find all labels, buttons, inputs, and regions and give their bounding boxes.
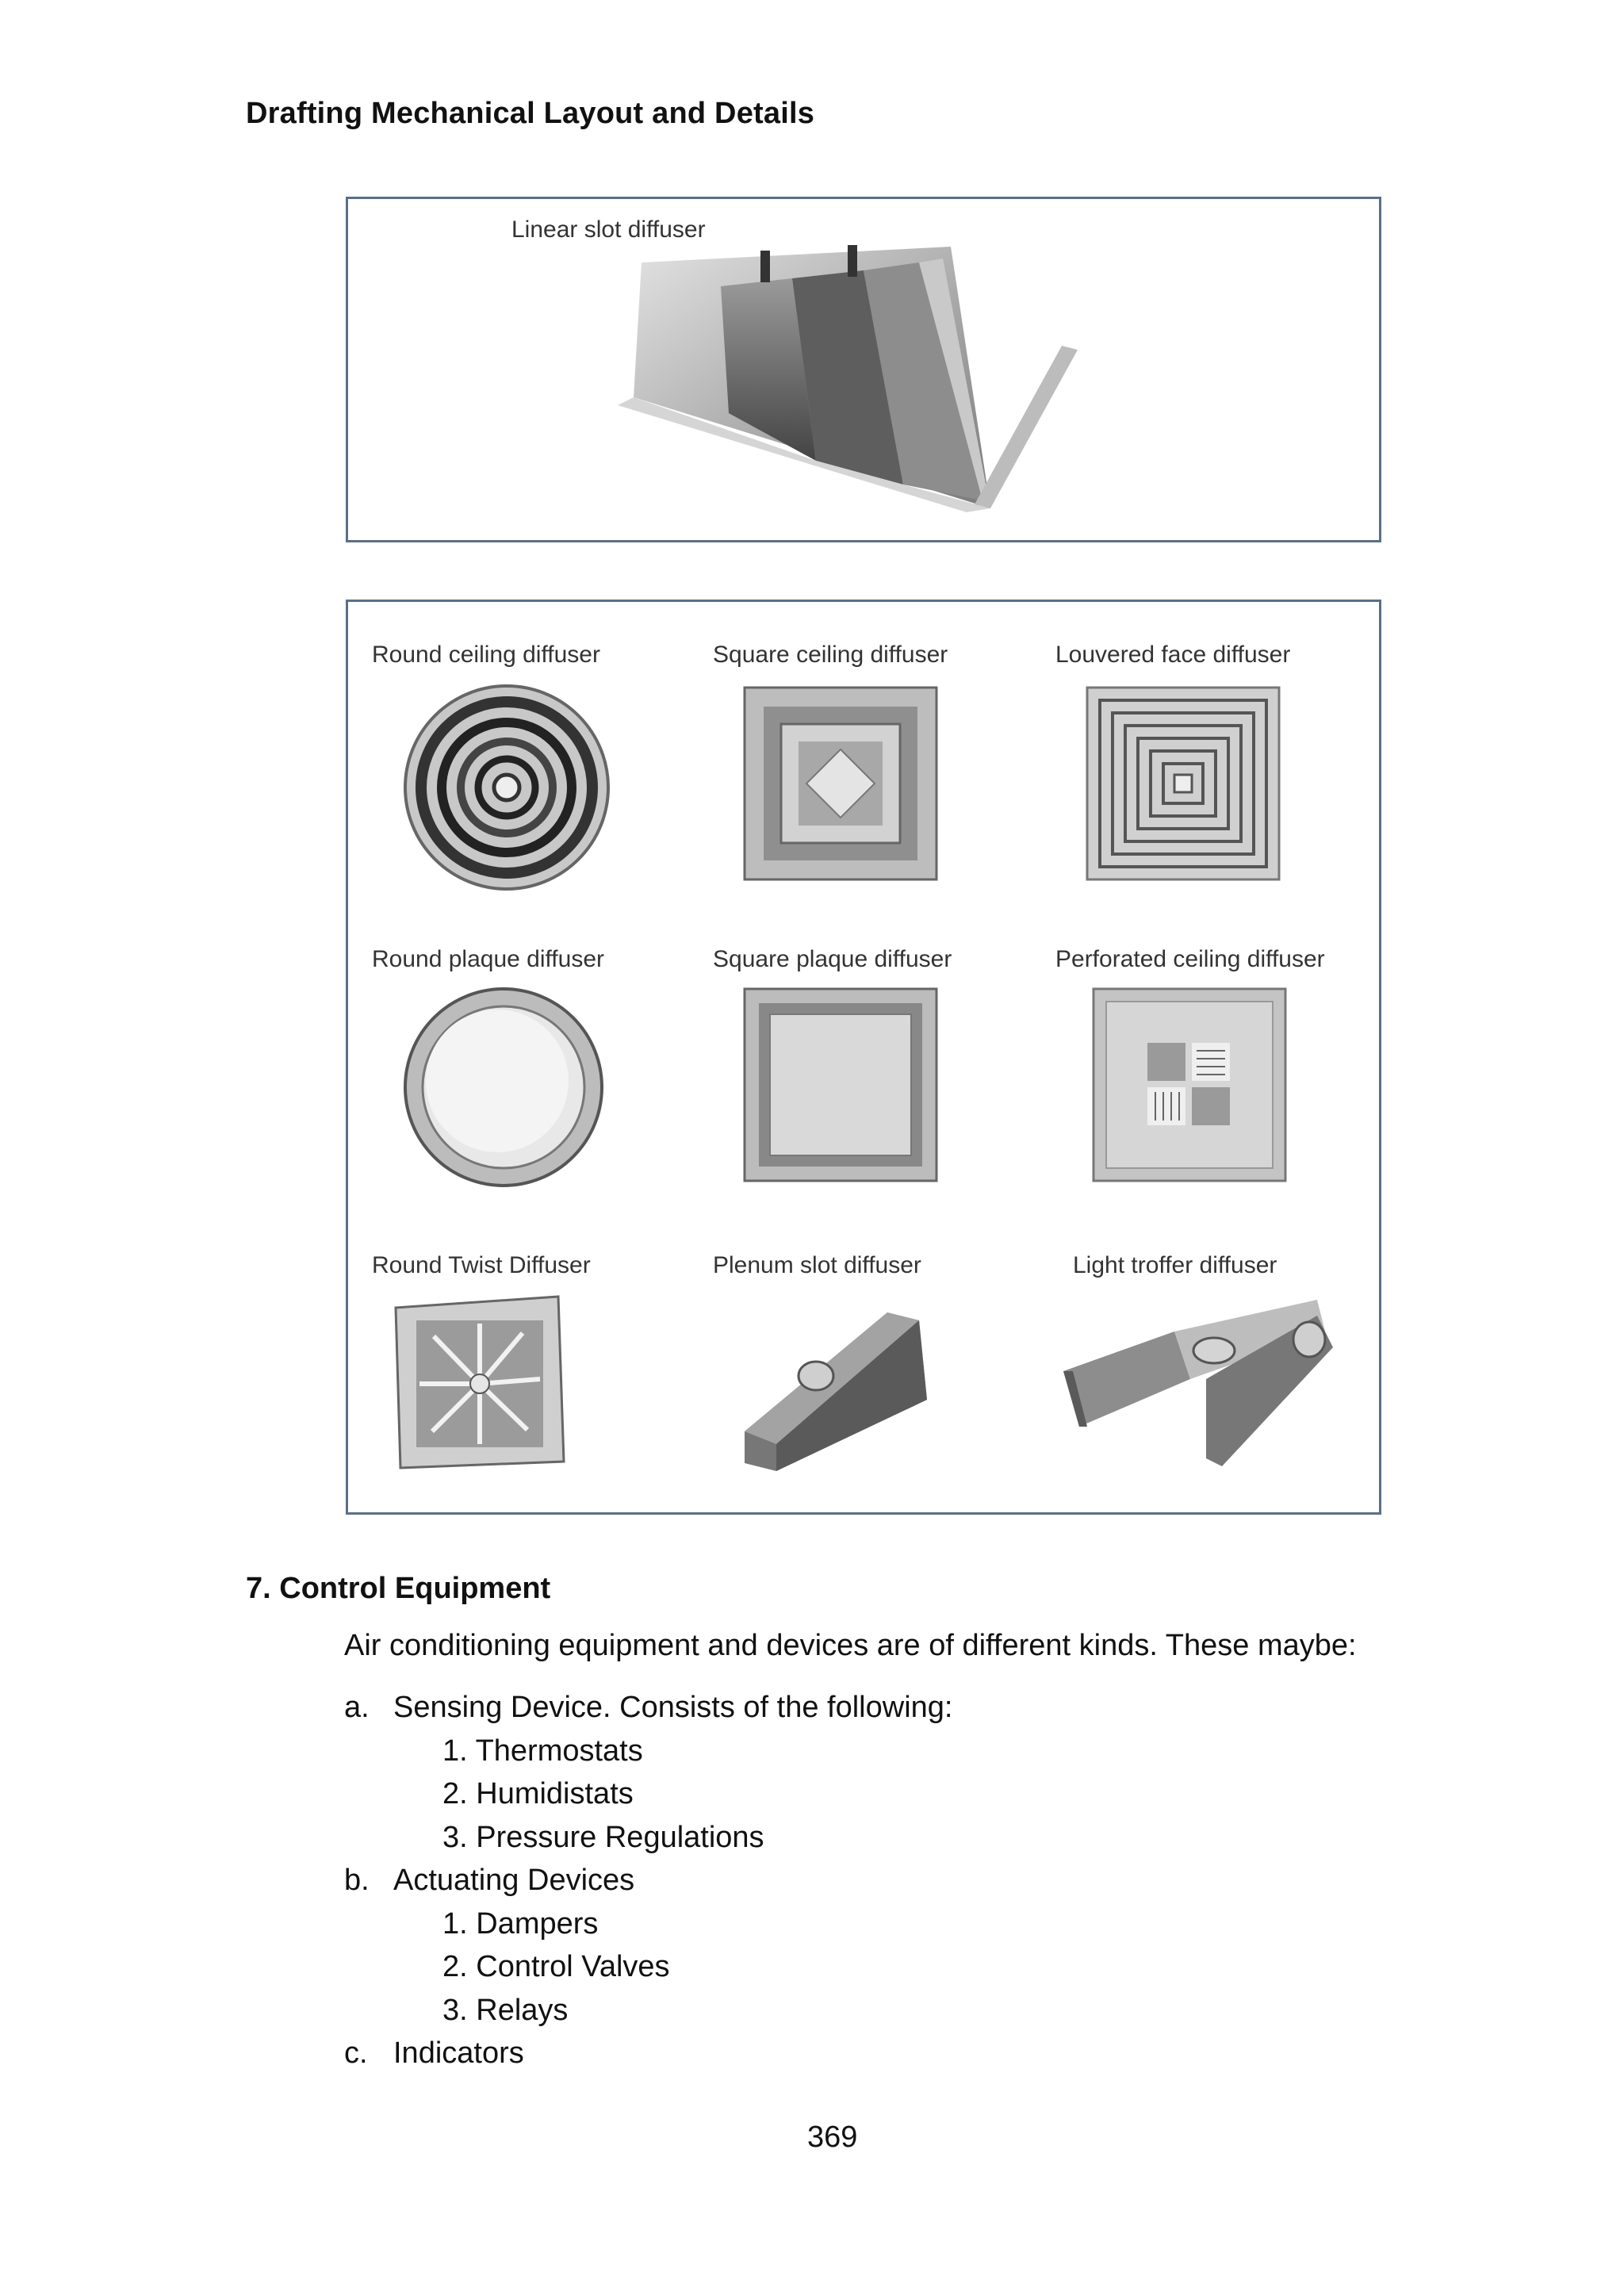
list-item-text: Sensing Device. Consists of the following: [393,1691,953,1724]
list-item-text: Actuating Devices [393,1864,635,1897]
list-marker: c. [344,2036,368,2070]
light-troffer-diffuser-icon [1055,1284,1357,1474]
round-plaque-diffuser-icon [400,984,607,1190]
equipment-list [344,1686,952,2075]
figure-label: Round Twist Diffuser [372,1252,591,1278]
figure-label: Louvered face diffuser [1055,642,1291,668]
list-marker: b. [344,1864,370,1897]
figure-label: Light troffer diffuser [1073,1252,1277,1278]
cell-round-ceiling [372,642,713,941]
cell-light-troffer [1055,1252,1396,1552]
cell-square-plaque [713,946,1054,1246]
cell-square-ceiling [713,642,1054,941]
round-ceiling-diffuser-icon [396,676,618,898]
section-title: 7. Control Equipment [246,1572,551,1605]
linear-slot-diffuser-illustration [348,199,1379,540]
section-intro: Air conditioning equipment and devices are of different kinds. These maybe: [344,1629,1357,1662]
perforated-ceiling-diffuser-icon [1090,986,1289,1184]
page-header: Drafting Mechanical Layout and Details [246,97,815,130]
cell-perforated-ceiling [1055,946,1396,1246]
sub-item: 3. Relays [442,1993,569,2027]
figure-label: Round plaque diffuser [372,946,604,972]
cell-plenum-slot [713,1252,1054,1552]
page-number: 369 [807,2121,858,2154]
sub-item: 3. Pressure Regulations [442,1820,764,1854]
list-item [344,1686,952,1730]
sub-item: 2. Control Valves [442,1950,670,1983]
round-twist-diffuser-icon [388,1292,570,1474]
figure-label: Round ceiling diffuser [372,642,600,668]
figure-label: Perforated ceiling diffuser [1055,946,1325,972]
figure-diffuser-grid [346,600,1381,1515]
figure-label: Plenum slot diffuser [713,1252,921,1278]
figure-label: Square ceiling diffuser [713,642,948,668]
plenum-slot-diffuser-icon [729,1289,935,1479]
cell-round-plaque [372,946,713,1246]
sub-item: 1. Dampers [442,1906,599,1941]
list-item [344,1859,952,1902]
list-item-text: Indicators [393,2036,524,2070]
figure-linear-slot [346,197,1381,542]
sub-item: 2. Humidistats [442,1777,634,1810]
figure-label: Linear slot diffuser [511,216,706,243]
louvered-face-diffuser-icon [1084,684,1282,883]
cell-round-twist [372,1252,713,1552]
list-marker: a. [344,1691,370,1724]
figure-label: Square plaque diffuser [713,946,952,972]
square-ceiling-diffuser-icon [741,684,940,883]
cell-louvered-face [1055,642,1396,941]
sub-item: 1. Thermostats [442,1734,643,1768]
square-plaque-diffuser-icon [741,986,940,1184]
list-item [344,2032,952,2075]
